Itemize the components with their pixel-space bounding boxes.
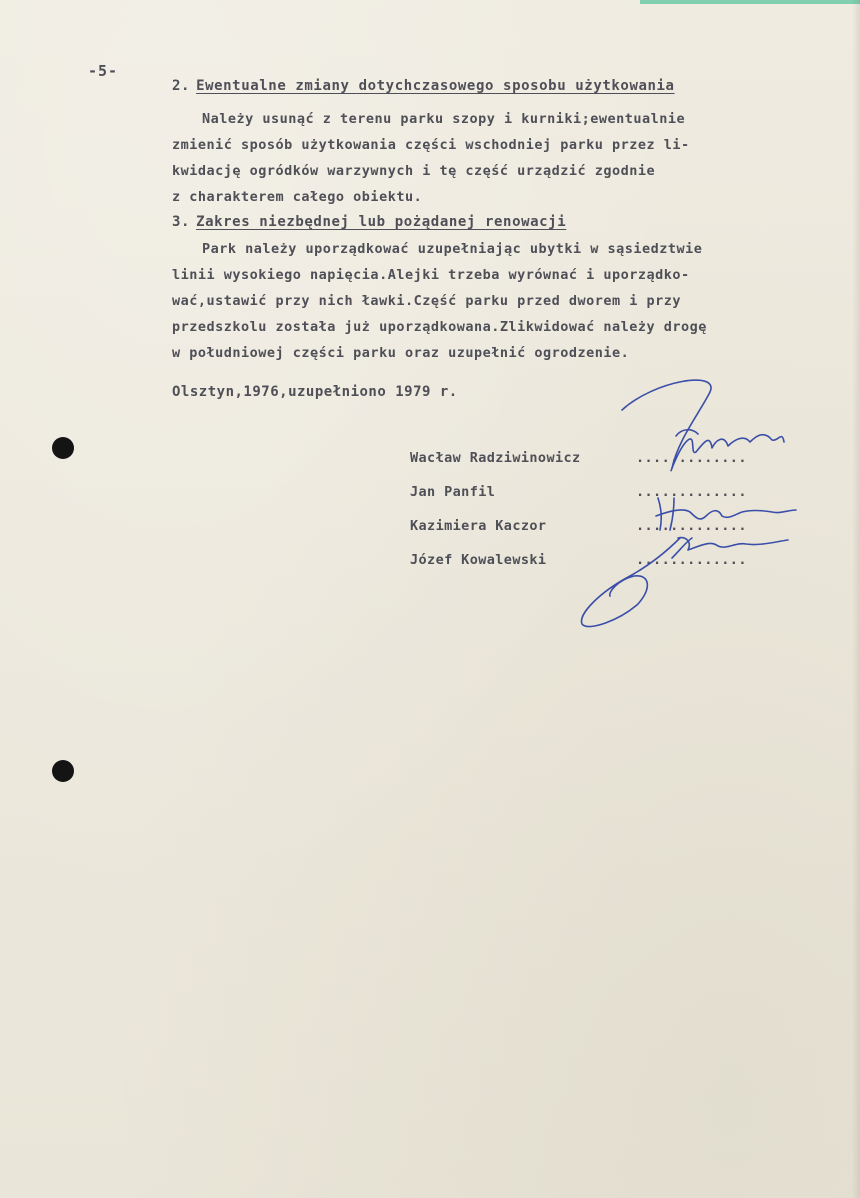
signatory-name: Józef Kowalewski (410, 552, 547, 568)
section-2-title: Ewentualne zmiany dotychczasowego sposobu użytkowania (196, 78, 675, 94)
section-2-paragraph (172, 106, 812, 210)
signature-stroke-2b (670, 498, 674, 530)
section-3-paragraph (172, 236, 812, 366)
signature-line: ............. (636, 518, 747, 534)
signature-line: ............. (636, 484, 747, 500)
punch-hole-top (52, 437, 74, 459)
section-2-heading (172, 78, 675, 94)
section-3-line: linii wysokiego napięcia.Alejki trzeba wyrównać i uporządko- (172, 267, 690, 283)
section-3-line: wać,ustawić przy nich ławki.Część parku przed dworem i przy (172, 293, 682, 309)
section-3-line: Park należy uporządkować uzupełniając ubytki w sąsiedztwie (202, 241, 703, 257)
top-edge-tab (640, 0, 860, 4)
page-number: -5- (88, 62, 119, 80)
section-3-title: Zakres niezbędnej lub pożądanej renowacji (196, 214, 567, 230)
signature-stroke-1 (622, 380, 784, 471)
handwritten-signatures (560, 370, 820, 630)
section-2-line: z charakterem całego obiektu. (172, 189, 423, 205)
section-2-line: kwidację ogródków warzywnych i tę część urządzić zgodnie (172, 163, 656, 179)
signatory-name: Kazimiera Kaczor (410, 518, 547, 534)
section-2-number: 2. (172, 78, 191, 94)
section-2-line: zmienić sposób użytkowania części wschodniej parku przez li- (172, 137, 690, 153)
page-edge-shadow (852, 0, 860, 1198)
signatory-name: Jan Panfil (410, 484, 496, 500)
section-3-line: w południowej części parku oraz uzupełnić ogrodzenie. (172, 345, 630, 361)
place-date: Olsztyn,1976,uzupełniono 1979 r. (172, 384, 458, 400)
signatory-name: Wacław Radziwinowicz (410, 450, 581, 466)
signature-line: ............. (636, 450, 747, 466)
section-2-line: Należy usunąć z terenu parku szopy i kurniki;ewentualnie (202, 111, 686, 127)
punch-hole-bottom (52, 760, 74, 782)
signature-stroke-3b (678, 538, 788, 550)
section-3-line: przedszkolu została już uporządkowana.Zlikwidować należy drogę (172, 319, 707, 335)
signature-stroke-2 (656, 498, 796, 530)
signature-stroke-3 (582, 538, 680, 627)
signature-line: ............. (636, 552, 747, 568)
section-3-number: 3. (172, 214, 191, 230)
section-3-heading (172, 214, 566, 230)
